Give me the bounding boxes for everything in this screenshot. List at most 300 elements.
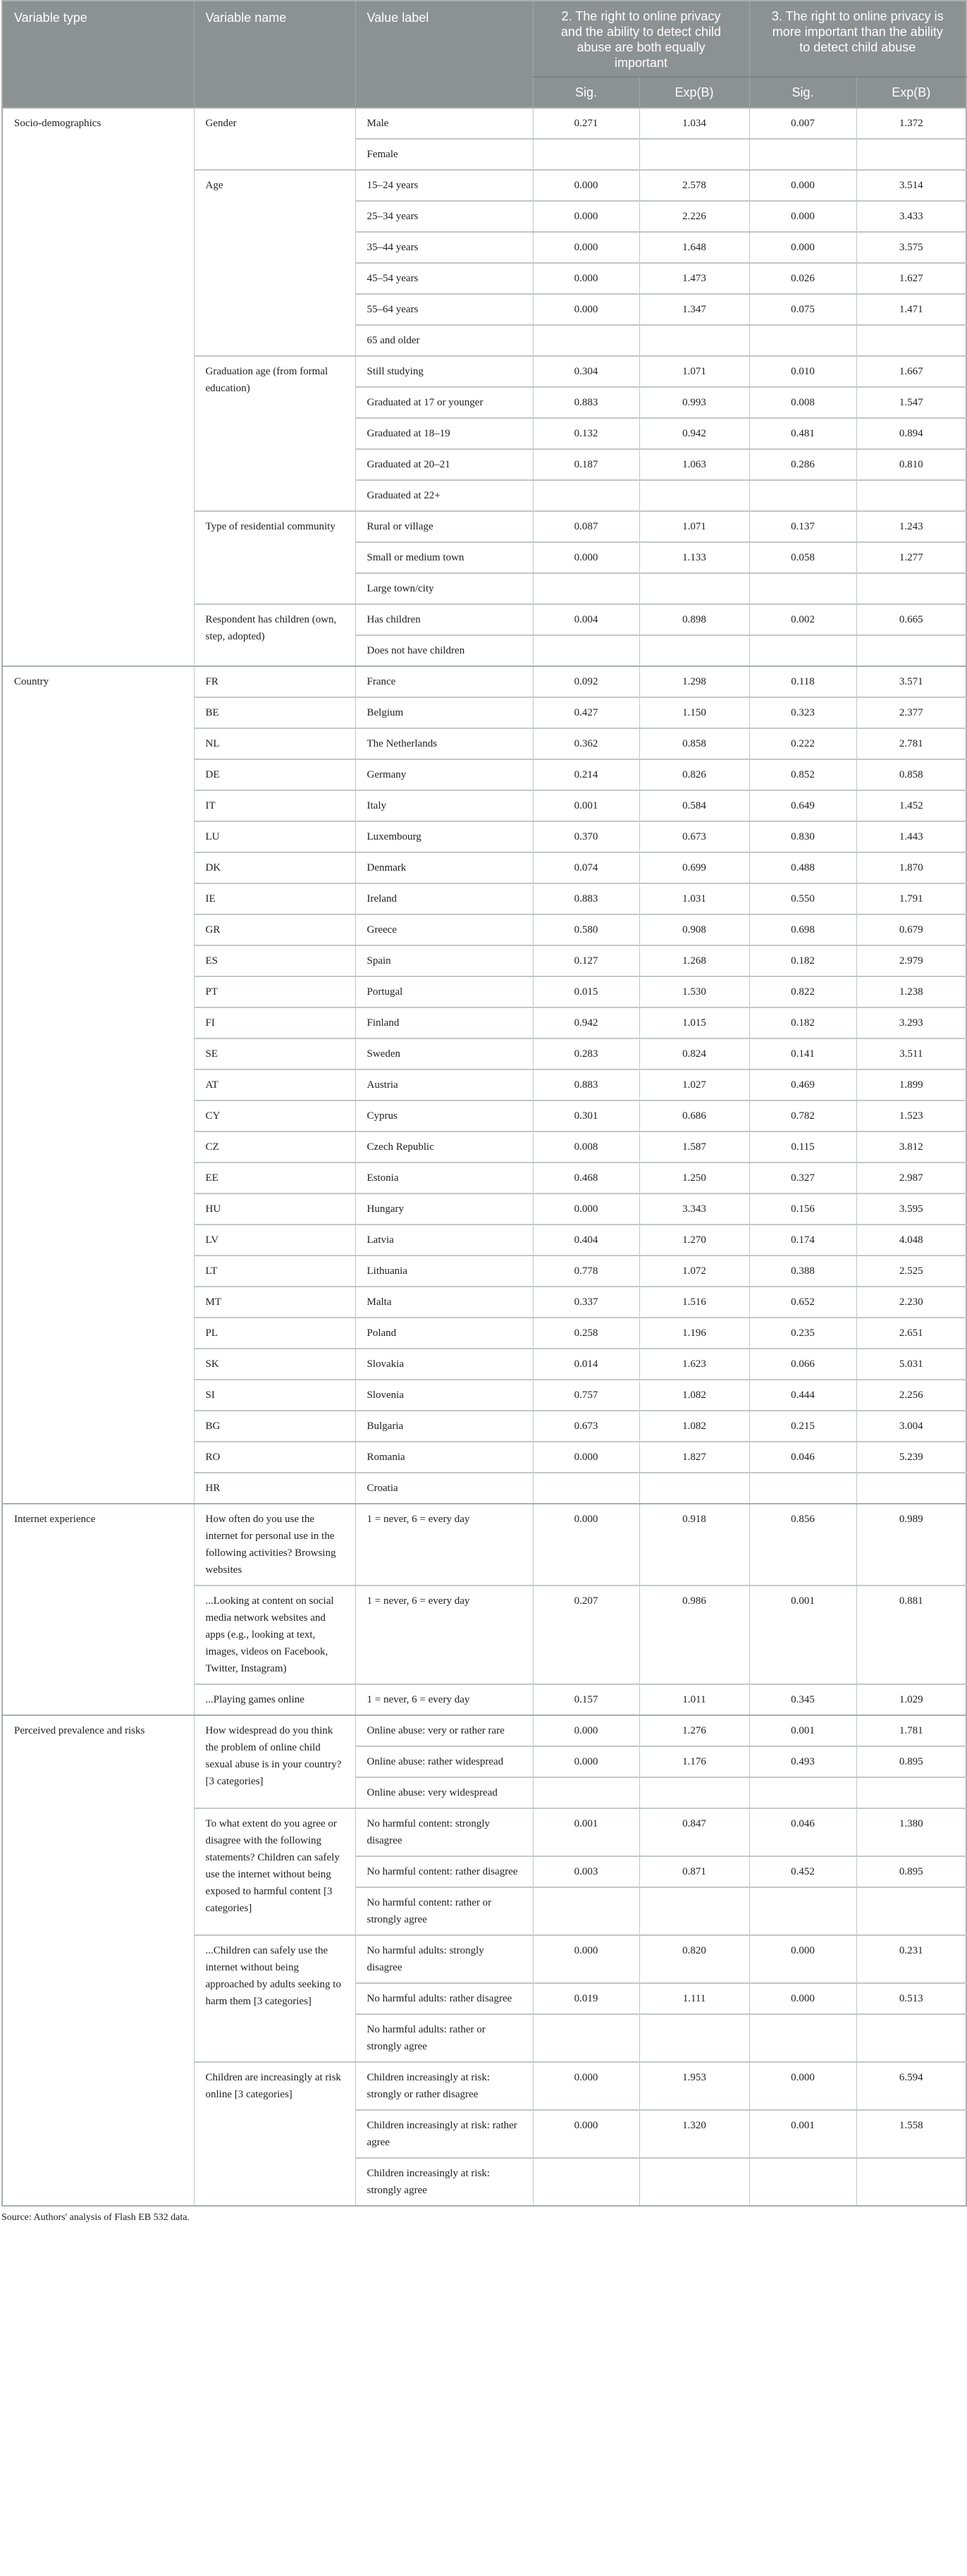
- value-label-cell: Graduated at 22+: [355, 480, 533, 511]
- variable-name-cell: GR: [194, 914, 355, 945]
- exp-equal-cell: 1.268: [639, 945, 749, 976]
- sig-equal-cell: 0.942: [533, 1007, 639, 1038]
- sig-equal-cell: 0.304: [533, 356, 639, 387]
- exp-equal-cell: 0.826: [639, 759, 749, 790]
- value-label-cell: Malta: [355, 1287, 533, 1318]
- sig-equal-cell: 0.207: [533, 1586, 639, 1684]
- value-label-cell: Greece: [355, 914, 533, 945]
- sig-equal-cell: [533, 325, 639, 356]
- exp-equal-cell: 1.276: [639, 1715, 749, 1746]
- exp-privacy-cell: 0.679: [856, 914, 966, 945]
- value-label-cell: Latvia: [355, 1225, 533, 1256]
- exp-equal-cell: 0.847: [639, 1808, 749, 1856]
- value-label-cell: Has children: [355, 604, 533, 635]
- variable-name-cell: LV: [194, 1225, 355, 1256]
- exp-equal-cell: 1.034: [639, 108, 749, 139]
- sig-equal-cell: 0.258: [533, 1318, 639, 1349]
- exp-equal-cell: 0.986: [639, 1586, 749, 1684]
- sig-privacy-cell: 0.830: [749, 821, 856, 852]
- sig-privacy-cell: 0.000: [749, 2062, 856, 2110]
- variable-type-cell: Perceived prevalence and risks: [2, 1715, 194, 2206]
- exp-privacy-cell: 3.571: [856, 666, 966, 697]
- header-group-privacy-more-important: 3. The right to online privacy is more important than the ability to detect child abuse: [749, 1, 966, 77]
- sig-equal-cell: 0.000: [533, 1746, 639, 1777]
- value-label-cell: Finland: [355, 1007, 533, 1038]
- sig-privacy-cell: 0.026: [749, 263, 856, 294]
- variable-name-cell: SK: [194, 1349, 355, 1380]
- exp-equal-cell: 1.250: [639, 1163, 749, 1194]
- exp-privacy-cell: 2.525: [856, 1256, 966, 1287]
- value-label-cell: No harmful adults: rather or strongly agree: [355, 2014, 533, 2062]
- exp-equal-cell: 1.623: [639, 1349, 749, 1380]
- value-label-cell: 35–44 years: [355, 232, 533, 263]
- sig-equal-cell: 0.157: [533, 1684, 639, 1715]
- value-label-cell: Online abuse: very widespread: [355, 1777, 533, 1808]
- value-label-cell: Portugal: [355, 976, 533, 1007]
- variable-name-cell: ...Children can safely use the internet without being approached by adults seeking to harm them [3 categories]: [194, 1935, 355, 2062]
- sig-privacy-cell: 0.235: [749, 1318, 856, 1349]
- sig-privacy-cell: 0.002: [749, 604, 856, 635]
- sig-privacy-cell: 0.000: [749, 170, 856, 201]
- value-label-cell: Lithuania: [355, 1256, 533, 1287]
- value-label-cell: Spain: [355, 945, 533, 976]
- exp-equal-cell: 1.473: [639, 263, 749, 294]
- sig-equal-cell: 0.673: [533, 1411, 639, 1442]
- exp-privacy-cell: 1.380: [856, 1808, 966, 1856]
- variable-name-cell: Gender: [194, 108, 355, 170]
- sig-equal-cell: 0.187: [533, 449, 639, 480]
- sig-privacy-cell: 0.058: [749, 542, 856, 573]
- value-label-cell: Luxembourg: [355, 821, 533, 852]
- sig-equal-cell: 0.000: [533, 232, 639, 263]
- exp-privacy-cell: 3.812: [856, 1131, 966, 1163]
- regression-results-table: [1, 0, 967, 2207]
- sig-privacy-cell: 0.323: [749, 697, 856, 728]
- sig-equal-cell: 0.757: [533, 1380, 639, 1411]
- exp-privacy-cell: 3.293: [856, 1007, 966, 1038]
- exp-privacy-cell: 1.238: [856, 976, 966, 1007]
- variable-name-cell: Type of residential community: [194, 511, 355, 604]
- variable-name-cell: FI: [194, 1007, 355, 1038]
- exp-privacy-cell: 0.665: [856, 604, 966, 635]
- sig-privacy-cell: 0.222: [749, 728, 856, 759]
- exp-equal-cell: 0.942: [639, 418, 749, 449]
- table-header: [2, 1, 966, 108]
- sig-privacy-cell: 0.000: [749, 1983, 856, 2014]
- sig-equal-cell: 0.883: [533, 1069, 639, 1100]
- sig-privacy-cell: 0.469: [749, 1069, 856, 1100]
- variable-name-cell: How widespread do you think the problem of online child sexual abuse is in your country? [3 categories]: [194, 1715, 355, 1808]
- exp-equal-cell: 1.347: [639, 294, 749, 325]
- variable-name-cell: Respondent has children (own, step, adopted): [194, 604, 355, 666]
- variable-name-cell: SI: [194, 1380, 355, 1411]
- value-label-cell: Belgium: [355, 697, 533, 728]
- variable-name-cell: PT: [194, 976, 355, 1007]
- value-label-cell: Male: [355, 108, 533, 139]
- sig-privacy-cell: 0.046: [749, 1808, 856, 1856]
- exp-equal-cell: 1.082: [639, 1380, 749, 1411]
- variable-name-cell: CZ: [194, 1131, 355, 1163]
- exp-privacy-cell: 1.443: [856, 821, 966, 852]
- sig-privacy-cell: [749, 325, 856, 356]
- sig-privacy-cell: 0.550: [749, 883, 856, 914]
- sig-equal-cell: 0.000: [533, 170, 639, 201]
- exp-equal-cell: 1.072: [639, 1256, 749, 1287]
- sig-equal-cell: 0.000: [533, 263, 639, 294]
- source-note: Source: Authors' analysis of Flash EB 532 data.: [1, 2212, 190, 2223]
- sig-privacy-cell: 0.652: [749, 1287, 856, 1318]
- exp-equal-cell: 1.320: [639, 2110, 749, 2158]
- value-label-cell: 1 = never, 6 = every day: [355, 1504, 533, 1586]
- exp-equal-cell: 1.516: [639, 1287, 749, 1318]
- exp-equal-cell: 1.176: [639, 1746, 749, 1777]
- exp-equal-cell: 1.111: [639, 1983, 749, 2014]
- sig-privacy-cell: 0.008: [749, 387, 856, 418]
- exp-privacy-cell: 2.979: [856, 945, 966, 976]
- exp-equal-cell: 1.027: [639, 1069, 749, 1100]
- sig-equal-cell: [533, 1777, 639, 1808]
- sig-privacy-cell: [749, 573, 856, 604]
- exp-privacy-cell: 1.471: [856, 294, 966, 325]
- sig-privacy-cell: 0.000: [749, 1935, 856, 1983]
- exp-equal-cell: 1.133: [639, 542, 749, 573]
- value-label-cell: 45–54 years: [355, 263, 533, 294]
- exp-privacy-cell: 1.243: [856, 511, 966, 542]
- exp-privacy-cell: 1.667: [856, 356, 966, 387]
- value-label-cell: Still studying: [355, 356, 533, 387]
- sig-privacy-cell: 0.115: [749, 1131, 856, 1163]
- table-row: [2, 1715, 966, 1746]
- variable-name-cell: How often do you use the internet for personal use in the following activities? Browsing websites: [194, 1504, 355, 1586]
- exp-equal-cell: [639, 573, 749, 604]
- exp-equal-cell: [639, 635, 749, 666]
- value-label-cell: 1 = never, 6 = every day: [355, 1586, 533, 1684]
- value-label-cell: No harmful content: rather or strongly agree: [355, 1887, 533, 1935]
- sig-equal-cell: [533, 2158, 639, 2206]
- exp-equal-cell: [639, 480, 749, 511]
- sig-privacy-cell: 0.182: [749, 1007, 856, 1038]
- exp-equal-cell: 0.824: [639, 1038, 749, 1069]
- variable-name-cell: BG: [194, 1411, 355, 1442]
- sig-privacy-cell: 0.001: [749, 1715, 856, 1746]
- sig-privacy-cell: 0.000: [749, 232, 856, 263]
- exp-privacy-cell: [856, 1473, 966, 1504]
- variable-type-cell: Internet experience: [2, 1504, 194, 1715]
- variable-type-cell: Country: [2, 666, 194, 1504]
- value-label-cell: Croatia: [355, 1473, 533, 1504]
- exp-equal-cell: 0.993: [639, 387, 749, 418]
- sig-privacy-cell: 0.137: [749, 511, 856, 542]
- value-label-cell: Slovenia: [355, 1380, 533, 1411]
- variable-name-cell: Graduation age (from formal education): [194, 356, 355, 511]
- exp-privacy-cell: 5.239: [856, 1442, 966, 1473]
- sig-privacy-cell: [749, 2158, 856, 2206]
- exp-privacy-cell: 2.230: [856, 1287, 966, 1318]
- variable-name-cell: FR: [194, 666, 355, 697]
- sig-equal-cell: 0.132: [533, 418, 639, 449]
- sig-equal-cell: 0.014: [533, 1349, 639, 1380]
- value-label-cell: Romania: [355, 1442, 533, 1473]
- sig-privacy-cell: [749, 1777, 856, 1808]
- sig-equal-cell: 0.271: [533, 108, 639, 139]
- variable-name-cell: HU: [194, 1194, 355, 1225]
- variable-name-cell: NL: [194, 728, 355, 759]
- exp-equal-cell: 0.858: [639, 728, 749, 759]
- value-label-cell: Estonia: [355, 1163, 533, 1194]
- variable-name-cell: RO: [194, 1442, 355, 1473]
- sig-equal-cell: 0.580: [533, 914, 639, 945]
- sig-privacy-cell: 0.046: [749, 1442, 856, 1473]
- value-label-cell: Bulgaria: [355, 1411, 533, 1442]
- variable-name-cell: DK: [194, 852, 355, 883]
- exp-privacy-cell: 1.791: [856, 883, 966, 914]
- exp-equal-cell: 1.587: [639, 1131, 749, 1163]
- sig-equal-cell: [533, 1473, 639, 1504]
- value-label-cell: Graduated at 20–21: [355, 449, 533, 480]
- exp-equal-cell: 1.530: [639, 976, 749, 1007]
- sig-equal-cell: 0.427: [533, 697, 639, 728]
- exp-privacy-cell: 1.781: [856, 1715, 966, 1746]
- exp-privacy-cell: 1.029: [856, 1684, 966, 1715]
- variable-name-cell: BE: [194, 697, 355, 728]
- sig-privacy-cell: [749, 480, 856, 511]
- header-variable-type: Variable type: [2, 1, 194, 108]
- table-row: [2, 108, 966, 139]
- value-label-cell: Does not have children: [355, 635, 533, 666]
- exp-privacy-cell: 6.594: [856, 2062, 966, 2110]
- sig-privacy-cell: 0.000: [749, 201, 856, 232]
- sig-privacy-cell: 0.856: [749, 1504, 856, 1586]
- sig-privacy-cell: [749, 2014, 856, 2062]
- exp-privacy-cell: 2.781: [856, 728, 966, 759]
- sig-privacy-cell: [749, 1887, 856, 1935]
- exp-privacy-cell: 3.575: [856, 232, 966, 263]
- sig-equal-cell: 0.008: [533, 1131, 639, 1163]
- value-label-cell: 15–24 years: [355, 170, 533, 201]
- exp-privacy-cell: 1.523: [856, 1100, 966, 1131]
- value-label-cell: Children increasingly at risk: rather agree: [355, 2110, 533, 2158]
- variable-name-cell: MT: [194, 1287, 355, 1318]
- exp-equal-cell: 0.673: [639, 821, 749, 852]
- exp-equal-cell: 0.898: [639, 604, 749, 635]
- exp-privacy-cell: 1.558: [856, 2110, 966, 2158]
- exp-equal-cell: 1.031: [639, 883, 749, 914]
- variable-name-cell: CY: [194, 1100, 355, 1131]
- exp-privacy-cell: 2.987: [856, 1163, 966, 1194]
- variable-name-cell: IT: [194, 790, 355, 821]
- exp-equal-cell: 1.827: [639, 1442, 749, 1473]
- exp-privacy-cell: 1.452: [856, 790, 966, 821]
- table-body: [2, 108, 966, 2206]
- value-label-cell: Austria: [355, 1069, 533, 1100]
- sig-equal-cell: 0.214: [533, 759, 639, 790]
- value-label-cell: Graduated at 17 or younger: [355, 387, 533, 418]
- value-label-cell: 65 and older: [355, 325, 533, 356]
- exp-privacy-cell: 0.881: [856, 1586, 966, 1684]
- header-sig-3: Sig.: [749, 77, 856, 108]
- value-label-cell: Online abuse: very or rather rare: [355, 1715, 533, 1746]
- sig-equal-cell: 0.000: [533, 294, 639, 325]
- variable-name-cell: ...Looking at content on social media network websites and apps (e.g., looking at text, images, videos on Facebook, Twitter, Instagram): [194, 1586, 355, 1684]
- exp-privacy-cell: [856, 1887, 966, 1935]
- header-exp-2: Exp(B): [639, 77, 749, 108]
- variable-type-cell: Socio-demographics: [2, 108, 194, 666]
- exp-privacy-cell: 0.895: [856, 1746, 966, 1777]
- exp-privacy-cell: 0.894: [856, 418, 966, 449]
- variable-name-cell: Age: [194, 170, 355, 356]
- sig-privacy-cell: [749, 1473, 856, 1504]
- sig-equal-cell: [533, 2014, 639, 2062]
- value-label-cell: 1 = never, 6 = every day: [355, 1684, 533, 1715]
- value-label-cell: Cyprus: [355, 1100, 533, 1131]
- value-label-cell: 55–64 years: [355, 294, 533, 325]
- table-row: [2, 666, 966, 697]
- exp-privacy-cell: [856, 573, 966, 604]
- sig-privacy-cell: 0.001: [749, 1586, 856, 1684]
- exp-privacy-cell: [856, 635, 966, 666]
- sig-privacy-cell: 0.488: [749, 852, 856, 883]
- header-group-equally-important: 2. The right to online privacy and the ability to detect child abuse are both equally important: [533, 1, 749, 77]
- sig-equal-cell: [533, 635, 639, 666]
- sig-equal-cell: 0.087: [533, 511, 639, 542]
- exp-equal-cell: [639, 2014, 749, 2062]
- exp-privacy-cell: [856, 480, 966, 511]
- sig-privacy-cell: 0.649: [749, 790, 856, 821]
- value-label-cell: No harmful content: rather disagree: [355, 1856, 533, 1887]
- variable-name-cell: ES: [194, 945, 355, 976]
- variable-name-cell: PL: [194, 1318, 355, 1349]
- sig-privacy-cell: 0.345: [749, 1684, 856, 1715]
- exp-equal-cell: 0.918: [639, 1504, 749, 1586]
- exp-privacy-cell: 1.372: [856, 108, 966, 139]
- sig-equal-cell: 0.883: [533, 387, 639, 418]
- sig-equal-cell: 0.001: [533, 1808, 639, 1856]
- exp-equal-cell: [639, 2158, 749, 2206]
- sig-privacy-cell: 0.481: [749, 418, 856, 449]
- variable-name-cell: LU: [194, 821, 355, 852]
- sig-equal-cell: 0.003: [533, 1856, 639, 1887]
- sig-privacy-cell: 0.182: [749, 945, 856, 976]
- exp-privacy-cell: 2.651: [856, 1318, 966, 1349]
- exp-privacy-cell: 5.031: [856, 1349, 966, 1380]
- exp-equal-cell: 1.071: [639, 511, 749, 542]
- sig-equal-cell: 0.000: [533, 1935, 639, 1983]
- exp-equal-cell: 1.011: [639, 1684, 749, 1715]
- exp-equal-cell: 1.298: [639, 666, 749, 697]
- sig-equal-cell: 0.000: [533, 2062, 639, 2110]
- exp-equal-cell: 0.686: [639, 1100, 749, 1131]
- sig-equal-cell: 0.015: [533, 976, 639, 1007]
- sig-privacy-cell: 0.007: [749, 108, 856, 139]
- table-row: [2, 1504, 966, 1586]
- sig-equal-cell: 0.127: [533, 945, 639, 976]
- exp-privacy-cell: 0.895: [856, 1856, 966, 1887]
- value-label-cell: Poland: [355, 1318, 533, 1349]
- value-label-cell: Online abuse: rather widespread: [355, 1746, 533, 1777]
- exp-equal-cell: 0.871: [639, 1856, 749, 1887]
- value-label-cell: 25–34 years: [355, 201, 533, 232]
- sig-privacy-cell: 0.327: [749, 1163, 856, 1194]
- sig-equal-cell: 0.000: [533, 542, 639, 573]
- exp-privacy-cell: 0.989: [856, 1504, 966, 1586]
- exp-privacy-cell: 0.858: [856, 759, 966, 790]
- exp-privacy-cell: 0.513: [856, 1983, 966, 2014]
- exp-equal-cell: 1.150: [639, 697, 749, 728]
- value-label-cell: Large town/city: [355, 573, 533, 604]
- sig-equal-cell: 0.000: [533, 1504, 639, 1586]
- sig-privacy-cell: 0.822: [749, 976, 856, 1007]
- sig-equal-cell: 0.370: [533, 821, 639, 852]
- sig-privacy-cell: 0.852: [749, 759, 856, 790]
- exp-privacy-cell: 1.277: [856, 542, 966, 573]
- sig-privacy-cell: 0.066: [749, 1349, 856, 1380]
- sig-privacy-cell: 0.215: [749, 1411, 856, 1442]
- exp-privacy-cell: 3.433: [856, 201, 966, 232]
- exp-equal-cell: 1.063: [639, 449, 749, 480]
- exp-privacy-cell: 3.595: [856, 1194, 966, 1225]
- header-value-label: Value label: [355, 1, 533, 108]
- exp-equal-cell: 0.584: [639, 790, 749, 821]
- exp-privacy-cell: 3.514: [856, 170, 966, 201]
- sig-privacy-cell: 0.444: [749, 1380, 856, 1411]
- exp-privacy-cell: 0.810: [856, 449, 966, 480]
- sig-privacy-cell: 0.452: [749, 1856, 856, 1887]
- header-sig-2: Sig.: [533, 77, 639, 108]
- value-label-cell: Children increasingly at risk: strongly agree: [355, 2158, 533, 2206]
- sig-equal-cell: [533, 480, 639, 511]
- exp-privacy-cell: 0.231: [856, 1935, 966, 1983]
- variable-name-cell: IE: [194, 883, 355, 914]
- exp-equal-cell: 1.082: [639, 1411, 749, 1442]
- value-label-cell: Hungary: [355, 1194, 533, 1225]
- exp-equal-cell: 1.015: [639, 1007, 749, 1038]
- sig-equal-cell: 0.000: [533, 1715, 639, 1746]
- variable-name-cell: ...Playing games online: [194, 1684, 355, 1715]
- sig-privacy-cell: 0.010: [749, 356, 856, 387]
- exp-privacy-cell: [856, 1777, 966, 1808]
- exp-equal-cell: [639, 325, 749, 356]
- value-label-cell: Ireland: [355, 883, 533, 914]
- value-label-cell: Denmark: [355, 852, 533, 883]
- exp-privacy-cell: 1.547: [856, 387, 966, 418]
- value-label-cell: Female: [355, 139, 533, 170]
- value-label-cell: Czech Republic: [355, 1131, 533, 1163]
- exp-equal-cell: 2.226: [639, 201, 749, 232]
- sig-equal-cell: 0.883: [533, 883, 639, 914]
- value-label-cell: No harmful adults: rather disagree: [355, 1983, 533, 2014]
- exp-privacy-cell: 2.377: [856, 697, 966, 728]
- sig-privacy-cell: 0.286: [749, 449, 856, 480]
- variable-name-cell: SE: [194, 1038, 355, 1069]
- value-label-cell: Rural or village: [355, 511, 533, 542]
- sig-privacy-cell: 0.075: [749, 294, 856, 325]
- exp-equal-cell: 1.270: [639, 1225, 749, 1256]
- variable-name-cell: HR: [194, 1473, 355, 1504]
- sig-equal-cell: 0.362: [533, 728, 639, 759]
- exp-privacy-cell: [856, 2014, 966, 2062]
- exp-equal-cell: [639, 1473, 749, 1504]
- value-label-cell: Slovakia: [355, 1349, 533, 1380]
- sig-privacy-cell: 0.388: [749, 1256, 856, 1287]
- exp-equal-cell: [639, 1887, 749, 1935]
- exp-privacy-cell: 3.004: [856, 1411, 966, 1442]
- sig-equal-cell: 0.000: [533, 2110, 639, 2158]
- sig-privacy-cell: 0.493: [749, 1746, 856, 1777]
- sig-equal-cell: 0.404: [533, 1225, 639, 1256]
- variable-name-cell: Children are increasingly at risk online [3 categories]: [194, 2062, 355, 2206]
- variable-name-cell: LT: [194, 1256, 355, 1287]
- exp-equal-cell: 0.699: [639, 852, 749, 883]
